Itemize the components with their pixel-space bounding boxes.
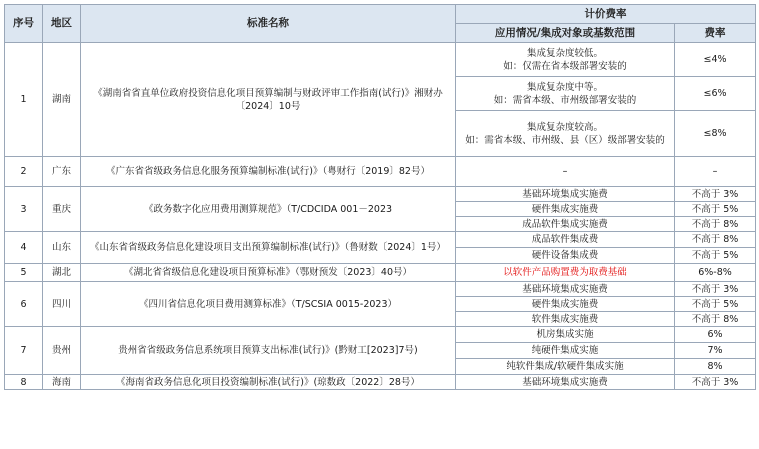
row-rate: 8% <box>675 359 756 375</box>
row-seq: 6 <box>5 282 43 327</box>
row-region: 四川 <box>43 282 81 327</box>
row-region: 广东 <box>43 157 81 187</box>
row-scope: 集成复杂度较高。 如：需省本级、市州级、县（区）级部署安装的 <box>456 111 675 157</box>
row-rate: 不高于 3% <box>675 375 756 390</box>
table-row <box>5 327 756 343</box>
row-scope: 基础环境集成实施费 <box>456 375 675 390</box>
header-region: 地区 <box>43 5 81 43</box>
row-seq: 1 <box>5 43 43 157</box>
row-scope: 硬件集成实施费 <box>456 297 675 312</box>
row-scope: 基础环境集成实施费 <box>456 187 675 202</box>
table-body <box>5 43 756 390</box>
row-seq: 3 <box>5 187 43 232</box>
row-scope: 成品软件集成费 <box>456 232 675 248</box>
header-pricing: 计价费率 <box>456 5 756 24</box>
row-rate: 不高于 8% <box>675 232 756 248</box>
table-row <box>5 43 756 77</box>
row-scope: 纯硬件集成实施 <box>456 343 675 359</box>
row-standard: 《海南省政务信息化项目投资编制标准(试行)》(琼数政〔2022〕28号） <box>81 375 456 390</box>
row-scope: 成品软件集成实施费 <box>456 217 675 232</box>
row-rate: ≤8% <box>675 111 756 157</box>
row-rate: 不高于 5% <box>675 202 756 217</box>
row-rate: 不高于 3% <box>675 187 756 202</box>
row-rate: 不高于 5% <box>675 248 756 264</box>
table-row <box>5 375 756 390</box>
row-scope: 硬件集成实施费 <box>456 202 675 217</box>
header-scope: 应用情况/集成对象或基数范围 <box>456 24 675 43</box>
row-seq: 7 <box>5 327 43 375</box>
row-rate: 不高于 8% <box>675 217 756 232</box>
row-scope: – <box>456 157 675 187</box>
row-scope: 集成复杂度中等。 如：需省本级、市州级部署安装的 <box>456 77 675 111</box>
row-region: 山东 <box>43 232 81 264</box>
row-rate: 不高于 5% <box>675 297 756 312</box>
row-scope: 以软件产品购置费为取费基础 <box>456 264 675 282</box>
row-scope: 硬件设备集成费 <box>456 248 675 264</box>
table-row <box>5 187 756 202</box>
row-scope: 机房集成实施 <box>456 327 675 343</box>
row-rate: 不高于 8% <box>675 312 756 327</box>
row-scope: 纯软件集成/软硬件集成实施 <box>456 359 675 375</box>
row-standard: 《广东省省级政务信息化服务预算编制标准(试行)》（粤财行〔2019〕82号） <box>81 157 456 187</box>
header-standard: 标准名称 <box>81 5 456 43</box>
row-region: 湖南 <box>43 43 81 157</box>
row-seq: 2 <box>5 157 43 187</box>
table-row <box>5 282 756 297</box>
row-standard: 《四川省信息化项目费用测算标准》（T/SCSIA 0015-2023） <box>81 282 456 327</box>
table-row <box>5 232 756 248</box>
row-rate: ≤4% <box>675 43 756 77</box>
table-row <box>5 157 756 187</box>
row-rate: 6% <box>675 327 756 343</box>
row-standard: 《政务数字化应用费用测算规范》（T/CDCIDA 001－2023 <box>81 187 456 232</box>
row-rate: 不高于 3% <box>675 282 756 297</box>
row-seq: 4 <box>5 232 43 264</box>
row-standard: 《湖北省省级信息化建设项目预算标准》（鄂财预发〔2023〕40号） <box>81 264 456 282</box>
row-rate: ≤6% <box>675 77 756 111</box>
pricing-standards-table <box>4 4 756 390</box>
row-region: 湖北 <box>43 264 81 282</box>
header-rate: 费率 <box>675 24 756 43</box>
row-rate: 6%-8% <box>675 264 756 282</box>
row-seq: 5 <box>5 264 43 282</box>
row-region: 重庆 <box>43 187 81 232</box>
table-row <box>5 264 756 282</box>
row-scope: 基础环境集成实施费 <box>456 282 675 297</box>
header-seq: 序号 <box>5 5 43 43</box>
row-scope: 软件集成实施费 <box>456 312 675 327</box>
row-standard: 《山东省省级政务信息化建设项目支出预算编制标准(试行)》（鲁财数〔2024〕1号） <box>81 232 456 264</box>
row-standard: 《湖南省省直单位政府投资信息化项目预算编制与财政评审工作指南(试行)》湘财办〔2024〕10号 <box>81 43 456 157</box>
row-scope: 集成复杂度较低。 如：仅需在省本级部署安装的 <box>456 43 675 77</box>
row-seq: 8 <box>5 375 43 390</box>
row-standard: 贵州省省级政务信息系统项目预算支出标准(试行)》(黔财工[2023]7号) <box>81 327 456 375</box>
row-region: 海南 <box>43 375 81 390</box>
row-rate: – <box>675 157 756 187</box>
row-rate: 7% <box>675 343 756 359</box>
row-region: 贵州 <box>43 327 81 375</box>
